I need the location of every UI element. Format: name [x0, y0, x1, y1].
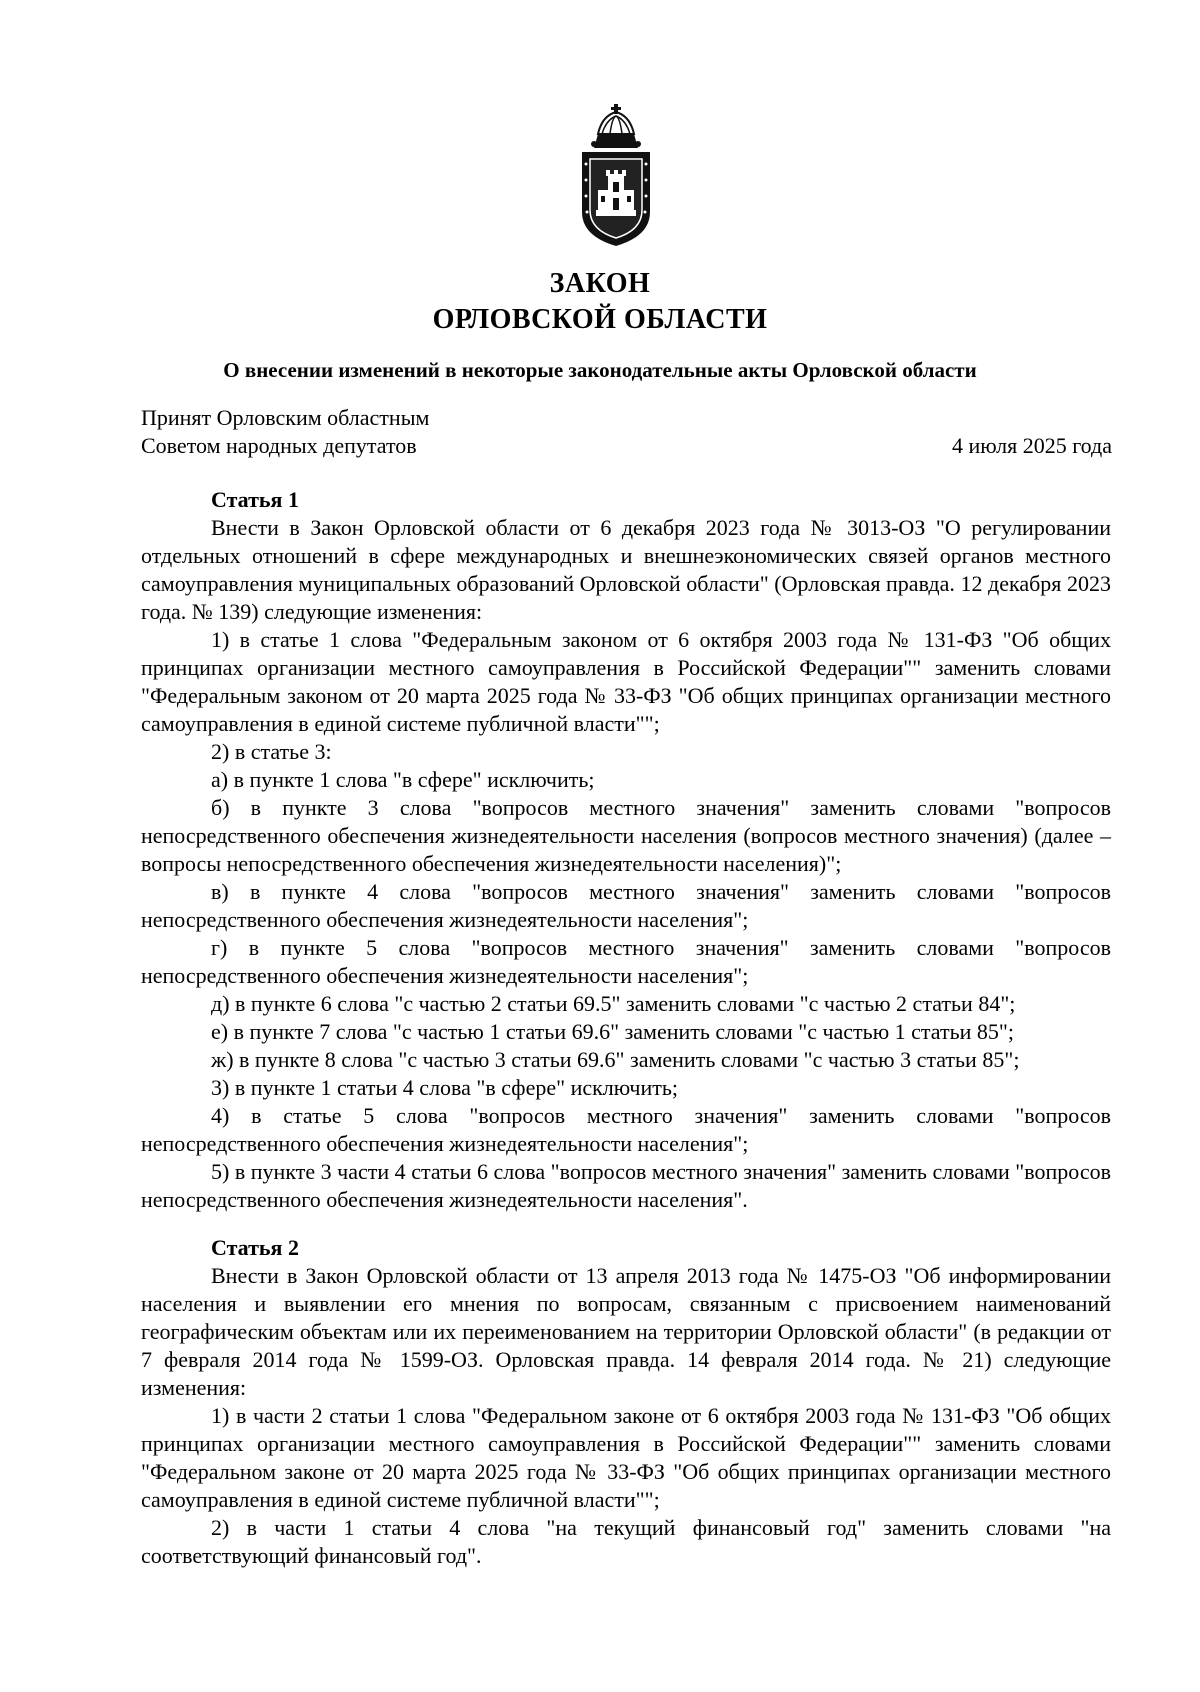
- article-2-paragraph: 1) в части 2 статьи 1 слова "Федеральном законе от 6 октября 2003 года № 131-ФЗ "Об общих принципах организации местного самоуправления в Российской Федерации"" заменить словами "Федеральном законе от 20 марта 2025 года № 33-ФЗ "Об общих принципах организации местного самоуправления в единой системе публичной власти"";: [141, 1403, 1111, 1512]
- article-2: [141, 1234, 1111, 1570]
- adoption-line-1: Принят Орловским областным: [141, 405, 430, 430]
- coat-of-arms-icon: [572, 104, 660, 248]
- article-2-heading: Статья 2: [211, 1235, 299, 1260]
- article-1-paragraph: 4) в статье 5 слова "вопросов местного значения" заменить словами "вопросов непосредственного обеспечения жизнедеятельности населения";: [141, 1103, 1111, 1156]
- law-subtitle: О внесении изменений в некоторые законодательные акты Орловской области: [223, 358, 977, 382]
- article-1: [141, 486, 1111, 1214]
- article-1-paragraph: 1) в статье 1 слова "Федеральным законом от 6 октября 2003 года № 131-ФЗ "Об общих принципах организации местного самоуправления в Российской Федерации"" заменить словами "Федеральным законом от 20 марта 2025 года № 33-ФЗ "Об общих принципах организации местного самоуправления в единой системе публичной власти"";: [141, 627, 1111, 736]
- article-2-paragraph: 2) в части 1 статьи 4 слова "на текущий финансовый год" заменить словами "на соответствующий финансовый год".: [141, 1515, 1111, 1568]
- article-1-paragraph: ж) в пункте 8 слова "с частью 3 статьи 69.6" заменить словами "с частью 3 статьи 85";: [211, 1047, 1020, 1072]
- article-1-paragraph: 2) в статье 3:: [211, 739, 332, 764]
- article-1-paragraph: б) в пункте 3 слова "вопросов местного значения" заменить словами "вопросов непосредственного обеспечения жизнедеятельности населения (вопросов местного значения) (далее – вопросы непосредственного обеспечения жизнедеятельности населения)";: [141, 795, 1111, 876]
- article-1-paragraph: г) в пункте 5 слова "вопросов местного значения" заменить словами "вопросов непосредственного обеспечения жизнедеятельности населения";: [141, 935, 1111, 988]
- article-2-paragraph: Внести в Закон Орловской области от 13 апреля 2013 года № 1475-ОЗ "Об информировании населения и выявлении его мнения по вопросам, связанным с присвоением наименований географическим объектам или их переименованием на территории Орловской области" (в редакции от 7 февраля 2014 года № 1599-ОЗ. Орловская правда. 14 февраля 2014 года. № 21) следующие изменения:: [141, 1263, 1111, 1400]
- article-1-paragraph: 5) в пункте 3 части 4 статьи 6 слова "вопросов местного значения" заменить словами "вопросов непосредственного обеспечения жизнедеятельности населения".: [141, 1159, 1111, 1212]
- article-1-paragraph: д) в пункте 6 слова "с частью 2 статьи 69.5" заменить словами "с частью 2 статьи 84";: [211, 991, 1016, 1016]
- adoption-info: [141, 404, 429, 460]
- article-1-paragraph: Внести в Закон Орловской области от 6 декабря 2023 года № 3013-ОЗ "О регулировании отдельных отношений в сфере международных и внешнеэкономических связей органов местного самоуправления муниципальных образований Орловской области" (Орловская правда. 12 декабря 2023 года. № 139) следующие изменения:: [141, 515, 1111, 624]
- article-1-paragraph: е) в пункте 7 слова "с частью 1 статьи 69.6" заменить словами "с частью 1 статьи 85";: [211, 1019, 1014, 1044]
- issuer-title: ОРЛОВСКОЙ ОБЛАСТИ: [432, 304, 768, 335]
- article-1-paragraph: 3) в пункте 1 статьи 4 слова "в сфере" исключить;: [211, 1075, 678, 1100]
- article-1-paragraph: а) в пункте 1 слова "в сфере" исключить;: [211, 767, 595, 792]
- article-1-heading: Статья 1: [211, 487, 299, 512]
- adoption-line-2: Советом народных депутатов: [141, 433, 417, 458]
- article-1-paragraph: в) в пункте 4 слова "вопросов местного значения" заменить словами "вопросов непосредственного обеспечения жизнедеятельности населения";: [141, 879, 1111, 932]
- document-type-title: ЗАКОН: [549, 268, 651, 299]
- adoption-date: 4 июля 2025 года: [951, 433, 1112, 458]
